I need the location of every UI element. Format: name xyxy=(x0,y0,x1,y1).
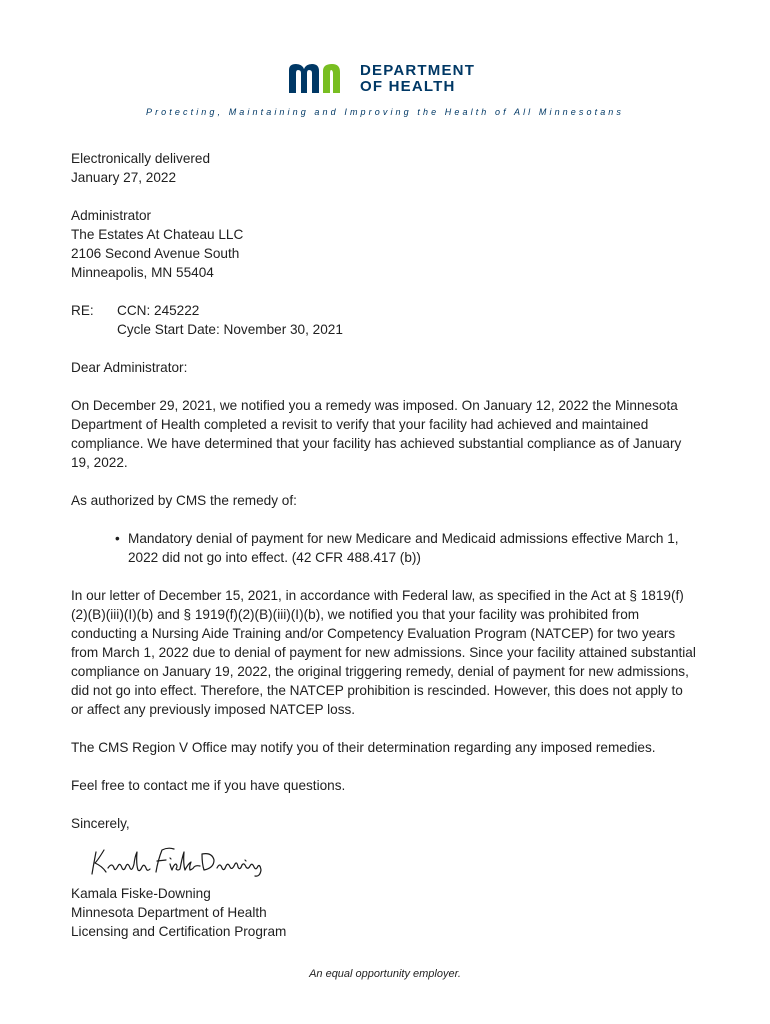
letter-body xyxy=(71,149,697,833)
paragraph-contact: Feel free to contact me if you have questions. xyxy=(71,778,346,793)
bullet-icon: • xyxy=(115,531,120,546)
recipient-address xyxy=(71,206,697,282)
signature-image xyxy=(90,842,270,880)
signer-name: Kamala Fiske-Downing xyxy=(71,886,211,901)
recipient-line: Administrator xyxy=(71,208,152,223)
recipient-line: Minneapolis, MN 55404 xyxy=(71,265,214,280)
department-line-2: OF HEALTH xyxy=(360,78,456,95)
mdh-logo xyxy=(288,62,488,96)
letter-date: January 27, 2022 xyxy=(71,170,177,185)
re-ccn: CCN: 245222 xyxy=(117,303,200,318)
signer-organization: Minnesota Department of Health xyxy=(71,905,267,920)
paragraph-natcep: In our letter of December 15, 2021, in accordance with Federal law, as specified in the Act at § 1819(f)(2)(B)(iii)(I)(b) and § 1919(f)(2)(B)(iii)(I)(b), we notified you that your facility was prohibited from conducting a Nursing Aide Training and/or Competency Evaluation Program (NATCEP) for two years from March 1, 2022 due to denial of payment for new admissions. Since your facility attained substantial compliance on January 19, 2022, the original triggering remedy, denial of payment for new admissions, did not go into effect. Therefore, the NATCEP prohibition is rescinded. However, this does not apply to or affect any previously imposed NATCEP loss. xyxy=(71,588,696,717)
department-name xyxy=(360,63,475,95)
paragraph-remedy-notice: On December 29, 2021, we notified you a remedy was imposed. On January 12, 2022 the Minnesota Department of Health completed a revisit to verify that your facility had achieved and maintained compliance. We have determined that your facility has achieved substantial compliance as of January 19, 2022. xyxy=(71,398,682,470)
re-label: RE: xyxy=(71,303,94,318)
closing: Sincerely, xyxy=(71,816,130,831)
recipient-line: The Estates At Chateau LLC xyxy=(71,227,244,242)
signer-block xyxy=(71,884,286,941)
paragraph-cms-region: The CMS Region V Office may notify you of their determination regarding any imposed remedies. xyxy=(71,740,656,755)
mn-logo-mark-icon xyxy=(288,62,354,94)
paragraph-authorized: As authorized by CMS the remedy of: xyxy=(71,493,297,508)
footer-equal-opportunity: An equal opportunity employer. xyxy=(309,968,461,980)
delivery-method: Electronically delivered xyxy=(71,151,211,166)
department-line-1: DEPARTMENT xyxy=(360,62,476,79)
re-block xyxy=(71,301,697,339)
signer-program: Licensing and Certification Program xyxy=(71,924,287,939)
tagline: Protecting, Maintaining and Improving the Health of All Minnesotans xyxy=(145,107,625,117)
bullet-text: Mandatory denial of payment for new Medicare and Medicaid admissions effective March 1, 2022 did not go into effect. (42 CFR 488.417 (b)) xyxy=(128,531,679,565)
re-cycle-start: Cycle Start Date: November 30, 2021 xyxy=(117,322,343,337)
salutation: Dear Administrator: xyxy=(71,360,188,375)
recipient-line: 2106 Second Avenue South xyxy=(71,246,240,261)
list-item xyxy=(115,529,697,567)
